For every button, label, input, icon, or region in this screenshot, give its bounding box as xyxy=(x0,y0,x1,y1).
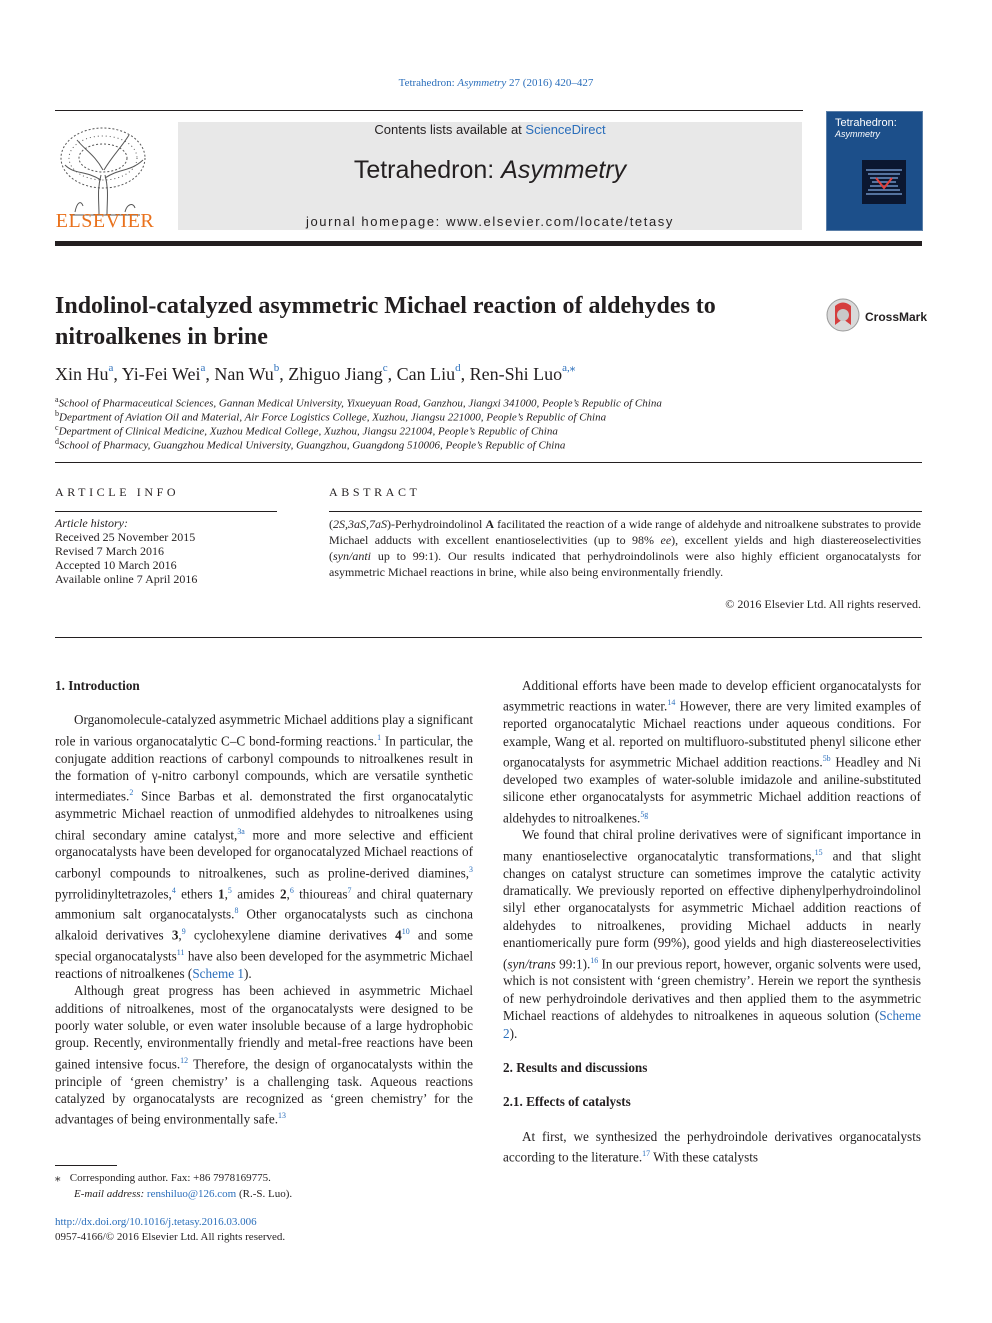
reference-link[interactable]: 11 xyxy=(176,948,185,958)
accepted-date: Accepted 10 March 2016 xyxy=(55,558,177,572)
section-heading: 2. Results and discussions xyxy=(503,1060,648,1076)
online-date: Available online 7 April 2016 xyxy=(55,572,198,586)
scheme-1-link[interactable]: Scheme 1 xyxy=(192,965,244,981)
affiliation: $^b$Department of Aviation Oil and Material, Air Force Logistics College, Xuzhou, Jiangsu 221000, People’s Republic of China xyxy=(55,409,607,424)
footnote-rule xyxy=(55,1165,117,1166)
reference-link[interactable]: 6 xyxy=(289,885,294,895)
author-affiliation-mark[interactable]: b xyxy=(273,362,280,374)
paragraph: At first, we synthesized the perhydroindole derivatives organocatalysts according to the literature.$^{17}$ With these catalysts xyxy=(503,1128,921,1165)
divider xyxy=(55,637,922,638)
author-name: Ren-Shi Luo xyxy=(469,364,563,384)
body-column-left xyxy=(55,677,473,1128)
homepage-link[interactable]: www.elsevier.com/locate/tetasy xyxy=(446,214,674,229)
journal-name: Tetrahedron: Asymmetry xyxy=(353,156,627,184)
affiliation: $^c$Department of Clinical Medicine, Xuzhou Medical College, Xuzhou, Jiangsu 221004, People’s Republic of China xyxy=(55,423,558,438)
reference-link[interactable]: 3 xyxy=(469,864,473,874)
contents-line: Contents lists available at ScienceDirect xyxy=(374,122,606,137)
author-name: Xin Hu xyxy=(55,364,109,384)
reference-link[interactable]: 16 xyxy=(590,955,599,965)
paragraph: Although great progress has been achieved in asymmetric Michael additions of nitroalkenes, most of the organocatalysts were designed to be poorly water soluble, or even water insoluble because of a large hydrophobic group. Recently, environmentally friendly and metal-free reactions have been gained intensive focus.$^{12}$ Therefore, the design of organocatalysts within the principle of ‘green chemistry’ is a challenging task. Aqueous reactions catalyzed by organocatalysts are recognized as ‘green chemistry’ for the advantages of being environmentally safe.$^{13}$ xyxy=(55,983,473,1127)
divider xyxy=(55,462,922,463)
scheme-2-link[interactable]: Scheme 2 xyxy=(503,1008,921,1041)
divider xyxy=(329,511,922,512)
doi-link[interactable]: http://dx.doi.org/10.1016/j.tetasy.2016.03.006 xyxy=(55,1216,257,1228)
received-date: Received 25 November 2015 xyxy=(55,530,196,544)
revised-date: Revised 7 March 2016 xyxy=(55,544,164,558)
journal-cover-thumbnail[interactable] xyxy=(826,111,923,231)
author-name: Nan Wu xyxy=(214,364,274,384)
reference-link[interactable]: 12 xyxy=(180,1055,189,1065)
affiliation: $^a$School of Pharmaceutical Sciences, Gannan Medical University, Yixueyuan Road, Ganzhou, Jiangxi 341000, People’s Republic of China xyxy=(55,395,662,410)
author-affiliation-mark[interactable]: c xyxy=(382,362,388,374)
author-affiliation-mark[interactable]: a,⁎ xyxy=(562,362,576,374)
reference-link[interactable]: 2 xyxy=(129,788,134,798)
abstract-heading: ABSTRACT xyxy=(329,485,421,499)
reference-link[interactable]: 7 xyxy=(347,885,352,895)
journal-citation[interactable]: Tetrahedron: Asymmetry 27 (2016) 420–427 xyxy=(398,77,594,89)
affiliation: $^d$School of Pharmacy, Guangzhou Medical University, Guangzhou, Guangdong 510006, People’s Republic of China xyxy=(55,437,566,452)
article-info-heading: ARTICLE INFO xyxy=(55,485,180,499)
author-affiliation-mark[interactable]: a xyxy=(200,362,206,374)
reference-link[interactable]: 14 xyxy=(667,698,676,708)
author-name: Can Liu xyxy=(396,364,456,384)
history-label: Article history: xyxy=(55,516,128,530)
header-thick-rule xyxy=(55,241,922,246)
body-column-right xyxy=(503,677,921,1166)
reference-link[interactable]: 9 xyxy=(181,927,186,937)
section-heading: 1. Introduction xyxy=(55,678,140,693)
reference-link[interactable]: 8 xyxy=(234,906,239,916)
cover-art-icon xyxy=(862,160,906,204)
reference-link[interactable]: 15 xyxy=(814,847,823,857)
reference-link[interactable]: 4 xyxy=(171,885,176,895)
corresponding-author-footnote: ⁎ Corresponding author. Fax: +86 7978169775. E-mail address: renshiluo@126.com (R.-S. Luo). xyxy=(55,1172,293,1200)
crossmark-label[interactable]: CrossMark xyxy=(865,310,928,324)
author-name: Zhiguo Jiang xyxy=(288,364,383,384)
author-name: Yi-Fei Wei xyxy=(121,364,201,384)
email-link[interactable]: renshiluo@126.com xyxy=(146,1188,237,1200)
publisher-logo-wordmark: ELSEVIER xyxy=(55,210,155,232)
author-list: Xin Hu$^a$, Yi-Fei Wei$^a$, Nan Wu$^b$, Zhiguo Jiang$^c$, Can Liu$^d$, Ren-Shi Luo$^{a,⁎}$ xyxy=(55,362,576,384)
divider xyxy=(55,511,277,512)
paragraph: Additional efforts have been made to develop efficient organocatalysts for asymmetric reactions in water.$^{14}$ However, there are very limited examples of reported organocatalytic Michael reactions under aqueous conditions. For example, Wang et al. reported on multifluoro-substituted phenyl silicone ether organocatalysts for asymmetric Michael addition reactions.$^{5b}$ Headley and Ni developed two examples of water-soluble imidazole and aniline-substituted silicone ether organocatalysts for asymmetric Michael addition reactions of aldehydes to nitroalkenes.$^{5g}$ xyxy=(503,678,922,826)
doi-block xyxy=(55,1215,285,1245)
paragraph: We found that chiral proline derivatives were of significant importance in many enantioselective organocatalytic transformations,$^{15}$ and that slight changes on catalyst structure can sometimes improve the catalytic activity dramatically. We previously reported on effective diphenylperhydroindolinol silyl ether organocatalysts for asymmetric Michael addition reactions of aldehydes to nitroalkenes, providing Michael adducts in nearly enantiomerically pure form (99%), good yields and high diastereoselectivities (syn/trans 99:1).$^{16}$ In our previous report, however, organic solvents were used, which is not consistent with ‘green chemistry’. Herein we report the synthesis of new perhydroindole derivatives and then applied them to the asymmetric Michael reactions of aldehydes to nitroalkenes in aqueous solution (Scheme 2). xyxy=(503,827,921,1041)
abstract-copyright: © 2016 Elsevier Ltd. All rights reserved. xyxy=(725,597,921,611)
issn-line: 0957-4166/© 2016 Elsevier Ltd. All rights reserved. xyxy=(55,1231,286,1243)
reference-link[interactable]: 10 xyxy=(401,927,410,937)
reference-link[interactable]: 1 xyxy=(377,732,382,742)
sciencedirect-link[interactable]: ScienceDirect xyxy=(525,122,606,137)
reference-link[interactable]: 17 xyxy=(642,1149,651,1159)
author-affiliation-mark[interactable]: d xyxy=(455,362,461,374)
journal-homepage: journal homepage: www.elsevier.com/locate/tetasy xyxy=(305,214,674,229)
reference-link[interactable]: 5 xyxy=(227,885,232,895)
reference-link[interactable]: 13 xyxy=(278,1111,286,1121)
cover-title: Tetrahedron: Asymmetry xyxy=(835,117,897,139)
reference-link[interactable]: 3a xyxy=(237,826,245,836)
header-rule xyxy=(55,110,803,111)
article-title: Indolinol-catalyzed asymmetric Michael reaction of aldehydes to nitroalkenes in brine xyxy=(55,293,716,350)
reference-link[interactable]: 5g xyxy=(640,809,649,819)
paragraph: Organomolecule-catalyzed asymmetric Michael additions play a significant role in various organocatalytic C–C bond-forming reactions.$^1$ In particular, the conjugate addition reactions of carbonyl compounds to nitroalkenes result in the formation of γ-nitro carbonyl compounds, which are versatile synthetic intermediates.$^2$ Since Barbas et al. demonstrated the first organocatalytic asymmetric Michael reaction of unmodified aldehydes to nitroalkenes using chiral secondary amine catalyst,$^{3a}$ more and more selective and efficient organocatalysts have been developed for organocatalyzed Michael reactions of carbonyl compounds to nitroalkenes, such as proline-derived diamines,$^3$ pyrrolidinyltetrazoles,$^4$ ethers 1,$^5$ amides 2,$^6$ thioureas$^7$ and chiral quaternary ammonium salt organocatalysts.$^8$ Other organocatalysts such as cinchona alkaloid derivatives 3,$^9$ cyclohexylene diamine derivatives $4^{10}$ and some special organocatalysts$^{11}$ have also been developed for the asymmetric Michael reactions of nitroalkenes (Scheme 1). xyxy=(55,712,473,981)
subsection-heading: 2.1. Effects of catalysts xyxy=(503,1094,631,1110)
article-history xyxy=(55,516,197,586)
author-affiliation-mark[interactable]: a xyxy=(108,362,114,374)
abstract-text: (2S,3aS,7aS)-Perhydroindolinol A facilitated the reaction of a wide range of aldehyde and nitroalkene substrates to provide Michael adducts with excellent enantioselectivities (up to 98% ee), excellent yields and high diastereoselectivities (syn/anti up to 99:1). Our results indicated that perhydroindolinols were also highly efficient organocatalysts for asymmetric Michael reactions in brine, while also being environmentally friendly. xyxy=(329,517,921,579)
reference-link[interactable]: 5b xyxy=(822,754,831,764)
